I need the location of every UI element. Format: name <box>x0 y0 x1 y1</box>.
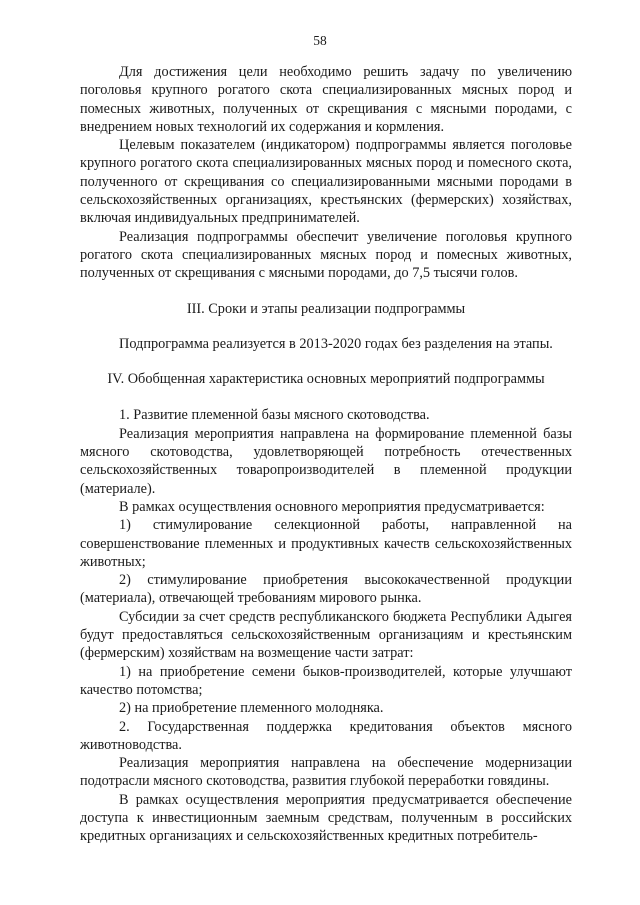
paragraph-measure-1-title: 1. Развитие племенной базы мясного скотоводства. <box>119 407 430 424</box>
paragraph-measure-1-aim: Реализация мероприятия направлена на формирование племенной базы мясного скотоводства, удовлетворяющей потребность отечественных сельскохозяйственных товаропроизводителей в племенной продукции (материале). <box>80 425 572 497</box>
section-3-heading: III. Сроки и этапы реализации подпрограммы <box>186 300 466 317</box>
document-body <box>80 63 572 846</box>
paragraph-target-indicator: Целевым показателем (индикатором) подпрограммы является поголовье крупного рогатого скота специализированных мясных пород и помесного скота, полученного от скрещивания со специализированными мясными породами в сельскохозяйственных организациях, крестьянских (фермерских) хозяйствах, включая индивидуальных предпринимателей. <box>80 137 572 227</box>
paragraph-measure-1-item-1: 1) стимулирование селекционной работы, направленной на совершенствование племенных и продуктивных качеств сельскохозяйственных животных; <box>80 517 572 570</box>
paragraph-subsidy-item-1: 1) на приобретение семени быков-производителей, которые улучшают качество потомства; <box>80 663 572 698</box>
paragraph-subsidy-item-2: 2) на приобретение племенного молодняка. <box>119 700 384 717</box>
paragraph-goal-task: Для достижения цели необходимо решить задачу по увеличению поголовья крупного рогатого скота специализированных мясных пород и помесных животных, полученных от скрещивания с мясными породами, с внедрением новых технологий их содержания и кормления. <box>80 64 572 135</box>
paragraph-measure-2-intro: В рамках осуществления мероприятия предусматривается обеспечение доступа к инвестиционным заемным средствам, полученным в российских кредитных организациях и сельскохозяйственных кредитных потребитель- <box>80 791 572 845</box>
page-number: 58 <box>313 33 327 48</box>
paragraph-subsidies: Субсидии за счет средств республиканского бюджета Республики Адыгея будут предоставляться сельскохозяйственным организациям и крестьянским (фермерским) хозяйствам на возмещение части затрат: <box>80 608 572 662</box>
section-3-text: Подпрограмма реализуется в 2013-2020 годах без разделения на этапы. <box>119 335 553 352</box>
paragraph-measure-2-aim: Реализация мероприятия направлена на обеспечение модернизации подотрасли мясного скотоводства, развития глубокой переработки говядины. <box>80 755 572 790</box>
paragraph-measure-2-title: 2. Государственная поддержка кредитования объектов мясного животноводства. <box>80 718 572 753</box>
paragraph-expected-result: Реализация подпрограммы обеспечит увеличение поголовья крупного рогатого скота специализированных мясных пород и помесных животных, полученных от скрещивания с мясными породами, до 7,5 тысячи голов. <box>80 228 572 282</box>
paragraph-measure-1-item-2: 2) стимулирование приобретения высококачественной продукции (материала), отвечающей требованиям мирового рынка. <box>80 572 572 607</box>
section-4-heading: IV. Обобщенная характеристика основных мероприятий подпрограммы <box>107 371 545 388</box>
paragraph-measure-1-intro: В рамках осуществления основного мероприятия предусматривается: <box>119 498 545 515</box>
